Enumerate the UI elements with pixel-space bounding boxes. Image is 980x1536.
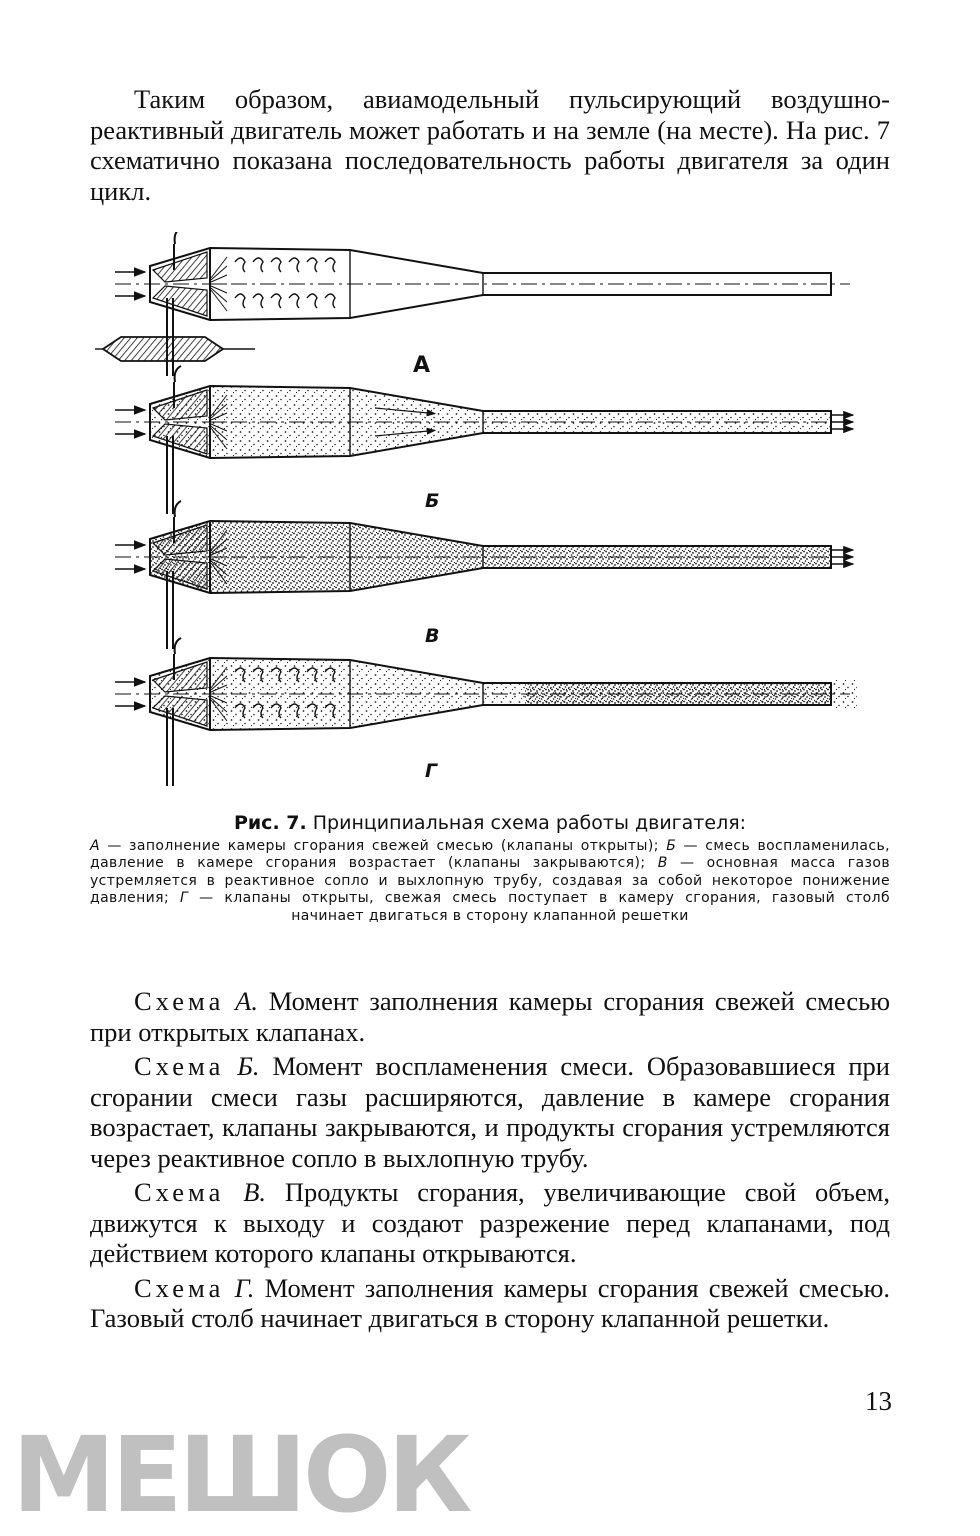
caption-text: — основная масса газов устремляется в реактивное сопло и выхлопную трубу, создавая за собой некоторое понижение давления; bbox=[90, 855, 890, 907]
figure-caption-title bbox=[90, 810, 890, 836]
mixture-swirl bbox=[307, 294, 317, 308]
scheme-text: Момент заполнения камеры сгорания свежей смесью при открытых клапанах. bbox=[90, 986, 891, 1047]
mount-hook bbox=[175, 366, 181, 382]
scheme-letter: В. bbox=[224, 1177, 267, 1207]
engine-diagram-2 bbox=[115, 366, 853, 514]
scheme-descriptions bbox=[90, 986, 890, 1338]
fuel-tank bbox=[95, 337, 255, 361]
scheme-text: Продукты сгорания, увеличивающие свой объем, движутся к выходу и создают разрежение перед клапанами, под действием которого клапаны открываются. bbox=[90, 1177, 890, 1268]
mixture-swirl bbox=[235, 258, 245, 272]
fuel-tank-body bbox=[103, 337, 223, 361]
figure-title: Принципиальная схема работы двигателя: bbox=[306, 812, 747, 834]
scheme-letter: Г. bbox=[224, 1272, 255, 1303]
mixture-swirl bbox=[289, 258, 299, 272]
scheme-paragraph bbox=[90, 1273, 890, 1334]
mount-hook bbox=[175, 232, 181, 244]
scheme-word: Схема bbox=[134, 986, 225, 1016]
caption-key: В bbox=[657, 855, 668, 872]
figure-number: Рис. 7. bbox=[233, 812, 307, 834]
scheme-text: Момент заполнения камеры сгорания свежей смесью. Газовый столб начинает двигаться в сторону клапанной решетки. bbox=[90, 1272, 890, 1333]
scheme-text: Момент воспламенения смеси. Образовавшиеся при сгорании смеси газы расширяются, давление в камере сгорания возрастает, клапаны закрываются, и продукты сгорания устремляются через реактивное сопло в выхлопную трубу. bbox=[90, 1051, 890, 1173]
stage-label: В bbox=[425, 625, 440, 647]
page-number: 13 bbox=[865, 1386, 892, 1416]
scheme-word: Схема bbox=[134, 1272, 225, 1303]
scheme-paragraph bbox=[90, 1177, 890, 1269]
mixture-swirl bbox=[235, 294, 245, 308]
caption-text: — смесь воспламенилась, давление в камере сгорания возрастает (клапаны закрываются); bbox=[90, 838, 890, 872]
stage-label: А bbox=[413, 353, 431, 378]
caption-key: А bbox=[90, 838, 100, 854]
scheme-paragraph bbox=[90, 1051, 890, 1173]
intro-paragraph: Таким образом, авиамодельный пульсирующий воздушно-реактивный двигатель может работать и на земле (на месте). На рис. 7 схематично показана последовательность работы двигателя за один цикл. bbox=[90, 84, 890, 206]
scheme-letter: А. bbox=[224, 986, 258, 1016]
engine-cycle-figure bbox=[95, 232, 875, 802]
caption-key: Б bbox=[666, 838, 677, 854]
mixture-swirl bbox=[307, 258, 317, 272]
mixture-swirl bbox=[271, 294, 281, 308]
caption-text: — заполнение камеры сгорания свежей смесью (клапаны открыты); bbox=[99, 838, 667, 854]
scheme-letter: Б. bbox=[224, 1051, 260, 1081]
mixture-swirl bbox=[289, 294, 299, 308]
engine-diagram-4 bbox=[115, 638, 857, 786]
caption-key: Г bbox=[179, 890, 189, 907]
stage-label: Г bbox=[425, 760, 438, 782]
mixture-swirl bbox=[253, 258, 263, 272]
watermark-logo: МЕШОК bbox=[12, 1414, 469, 1536]
mount-hook bbox=[175, 638, 181, 654]
figure-caption-legend bbox=[90, 838, 890, 925]
mixture-swirl bbox=[253, 294, 263, 308]
mixture-swirl bbox=[271, 258, 281, 272]
stage-label: Б bbox=[425, 490, 440, 512]
scheme-paragraph bbox=[90, 986, 890, 1047]
mixture-swirl bbox=[325, 258, 335, 272]
scheme-word: Схема bbox=[134, 1177, 225, 1207]
caption-text: — клапаны открыты, свежая смесь поступает в камеру сгорания, газовый столб начинает двигаться в сторону клапанной решетки bbox=[188, 890, 890, 924]
scheme-word: Схема bbox=[134, 1051, 225, 1081]
mixture-swirl bbox=[325, 294, 335, 308]
engine-diagram-3 bbox=[115, 501, 853, 649]
engine-diagram-1 bbox=[115, 232, 850, 378]
mount-hook bbox=[175, 501, 181, 517]
